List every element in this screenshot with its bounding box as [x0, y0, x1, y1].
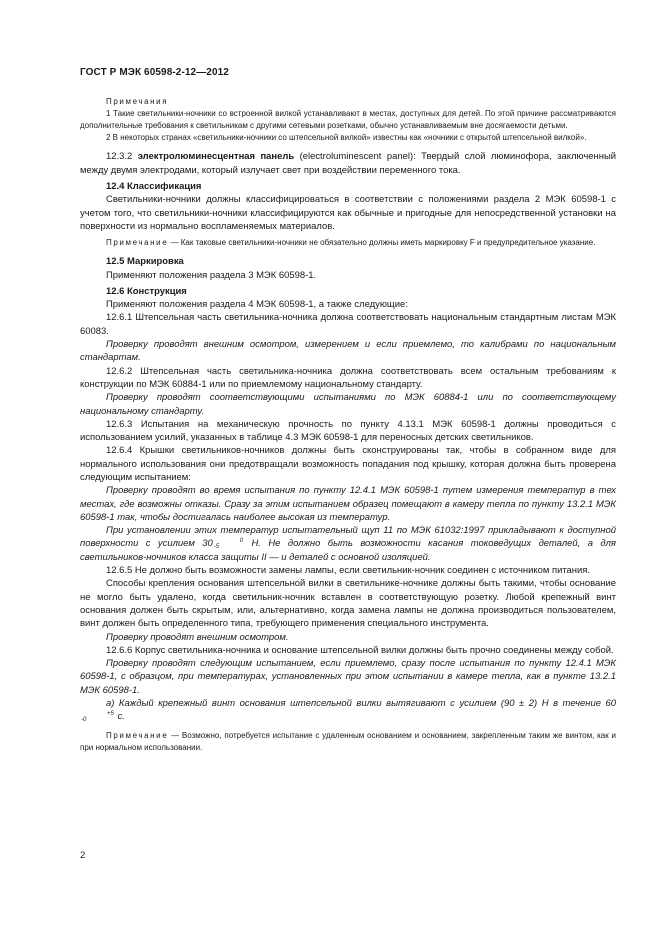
tolerance-upper: 0: [239, 537, 244, 544]
classification-note: [80, 237, 616, 249]
note-text: — Возможно, потребуется испытание с удаленным основанием и основанием, закрепленным таким же винтом, как и при нормальном использовании.: [80, 730, 616, 752]
check-12-6-4-a: Проверку проводят во время испытания по пункту 12.4.1 МЭК 60598-1 путем измерения температур в тех местах, где возможны отказы. Сразу за этим испытанием образец помещают в камеру тепла по пункту 13.2.1 МЭК 60598-1 так, чтобы достигалась наиболее высокая из температур.: [80, 485, 616, 523]
check-12-6-4-b: [80, 524, 616, 564]
check-text-part: Н. Не должно быть возможности касания токоведущих деталей, а для светильников-ночников класса защиты II — и деталей с основной изоляцией.: [80, 538, 616, 563]
clause-12-6-2: 12.6.2 Штепсельная часть светильника-ночника должна соответствовать всем остальным требованиям к конструкции по МЭК 60884-1 или по приемлемому национальному стандарту.: [80, 365, 616, 390]
notes-label: Примечания: [106, 97, 169, 106]
construction-intro: Применяют положения раздела 4 МЭК 60598-1, а также следующие:: [106, 299, 408, 311]
clause-12-6-3: 12.6.3 Испытания на механическую прочность по пункту 4.13.1 МЭК 60598-1 должны проводиться с использованием усилий, указанных в таблице 4.3 МЭК 60598-1 для переносных детских светильников.: [80, 418, 616, 444]
note-text: — Как таковые светильники-ночники не обязательно должны иметь маркировку F и предупредительное указание.: [168, 238, 596, 248]
document-header: ГОСТ Р МЭК 60598-2-12—2012: [80, 67, 229, 78]
marking-text: Применяют положения раздела 3 МЭК 60598-1.: [106, 269, 317, 281]
definition-text: (electroluminescent panel): Твердый слой люминофора, заключенный между двумя электродами, который излучает свет при воздействии переменного тока.: [80, 151, 617, 176]
clause-12-6-1: 12.6.1 Штепсельная часть светильника-ночника должна соответствовать национальным стандартным листам МЭК 60083.: [80, 312, 616, 337]
clause-number: 12.3.2: [106, 151, 133, 163]
clause-12-6-4: 12.6.4 Крышки светильников-ночников должны быть сконструированы так, чтобы в собранном виде для нормального использования они предотвращали возможность попадания под крышку, которая должна быть проверена следующим испытанием:: [80, 445, 616, 483]
tolerance: [214, 538, 243, 550]
item-a: [80, 697, 616, 724]
note-label: Примечание: [106, 730, 169, 740]
section-12-5: [80, 255, 616, 282]
section-12-4: [80, 180, 616, 233]
clause-12-6-5: 12.6.5 Не должно быть возможности замены лампы, если светильник-ночник соединен с источником питания.: [106, 565, 591, 577]
page-number: 2: [80, 850, 86, 861]
section-12-3-2: [80, 150, 616, 177]
note-label: Примечание: [106, 238, 169, 248]
item-a-text: а) Каждый крепежный винт основания штепсельной вилки вытягивают с усилием (90 ± 2) Н в течение 60: [106, 698, 616, 710]
tolerance-lower: -0: [81, 716, 87, 723]
definition-paragraph: [80, 150, 616, 177]
item-a-text: с.: [114, 711, 125, 723]
heading-construction: 12.6 Конструкция: [106, 285, 187, 297]
tolerance: [81, 711, 114, 723]
note-2: 2 В некоторых странах «светильники-ночники со штепсельной вилкой» известны как «ночники с открытой штепсельной вилкой».: [106, 133, 587, 143]
check-12-6-1: Проверку проводят внешним осмотром, измерением и если приемлемо, то калибрами по национальным стандартам.: [80, 339, 616, 364]
section-12-6: [80, 285, 616, 724]
clause-12-6-5-b: Способы крепления основания штепсельной вилки в светильнике-ночнике должны быть такими, чтобы основание не могло быть удалено, когда светильник-ночник вставлен в соответствующую розетку. Любой крепежный винт основания должен быть скрытым, или, альтернативно, когда замена лампы не должна производиться пользователем, винт должен быть определенного типа, требующего применения специального инструмента.: [80, 578, 616, 630]
heading-marking: 12.5 Маркировка: [106, 256, 184, 268]
tolerance-lower: -5: [213, 543, 220, 550]
final-note: [80, 730, 616, 754]
classification-text: Светильники-ночники должны классифицироваться в соответствии с положениями раздела 2 МЭК 60598-1 с учетом того, что светильники-ночники классифицируются как обычные и пригодные для непосредственной установки на поверхности из нормально воспламеняемых материалов.: [80, 194, 616, 232]
tolerance-upper: +5: [107, 710, 114, 717]
clause-12-6-6: 12.6.6 Корпус светильника-ночника и основание штепсельной вилки должны быть прочно соединены между собой.: [106, 644, 614, 656]
notes-block: [80, 96, 616, 144]
check-12-6-5: Проверку проводят внешним осмотром.: [106, 631, 289, 643]
page-content: [80, 96, 616, 754]
heading-classification: 12.4 Классификация: [106, 180, 202, 192]
check-12-6-2: Проверку проводят соответствующими испытаниями по МЭК 60884-1 или по соответствующему национальному стандарту.: [80, 392, 616, 417]
note-1: 1 Такие светильники-ночники со встроенной вилкой устанавливают в местах, доступных для детей. По этой причине рассматриваются дополнительные требования к светильникам с другими сетевыми розетками, обычно устанавливаемым вне досягаемости детьми.: [80, 109, 616, 131]
check-12-6-6: Проверку проводят следующим испытанием, если приемлемо, сразу после испытания по пункту 12.4.1 МЭК 60598-1, с образцом, при температурах, установленных при этом испытании в камере тепла, как в пункте 13.2.1 МЭК 60598-1.: [80, 658, 616, 696]
defined-term: электролюминесцентная панель: [137, 151, 295, 163]
check-text-part: При установлении этих температур испытательный щуп 11 по МЭК 61032:1997 прикладывают к доступной поверхности с усилием 30: [80, 525, 616, 550]
